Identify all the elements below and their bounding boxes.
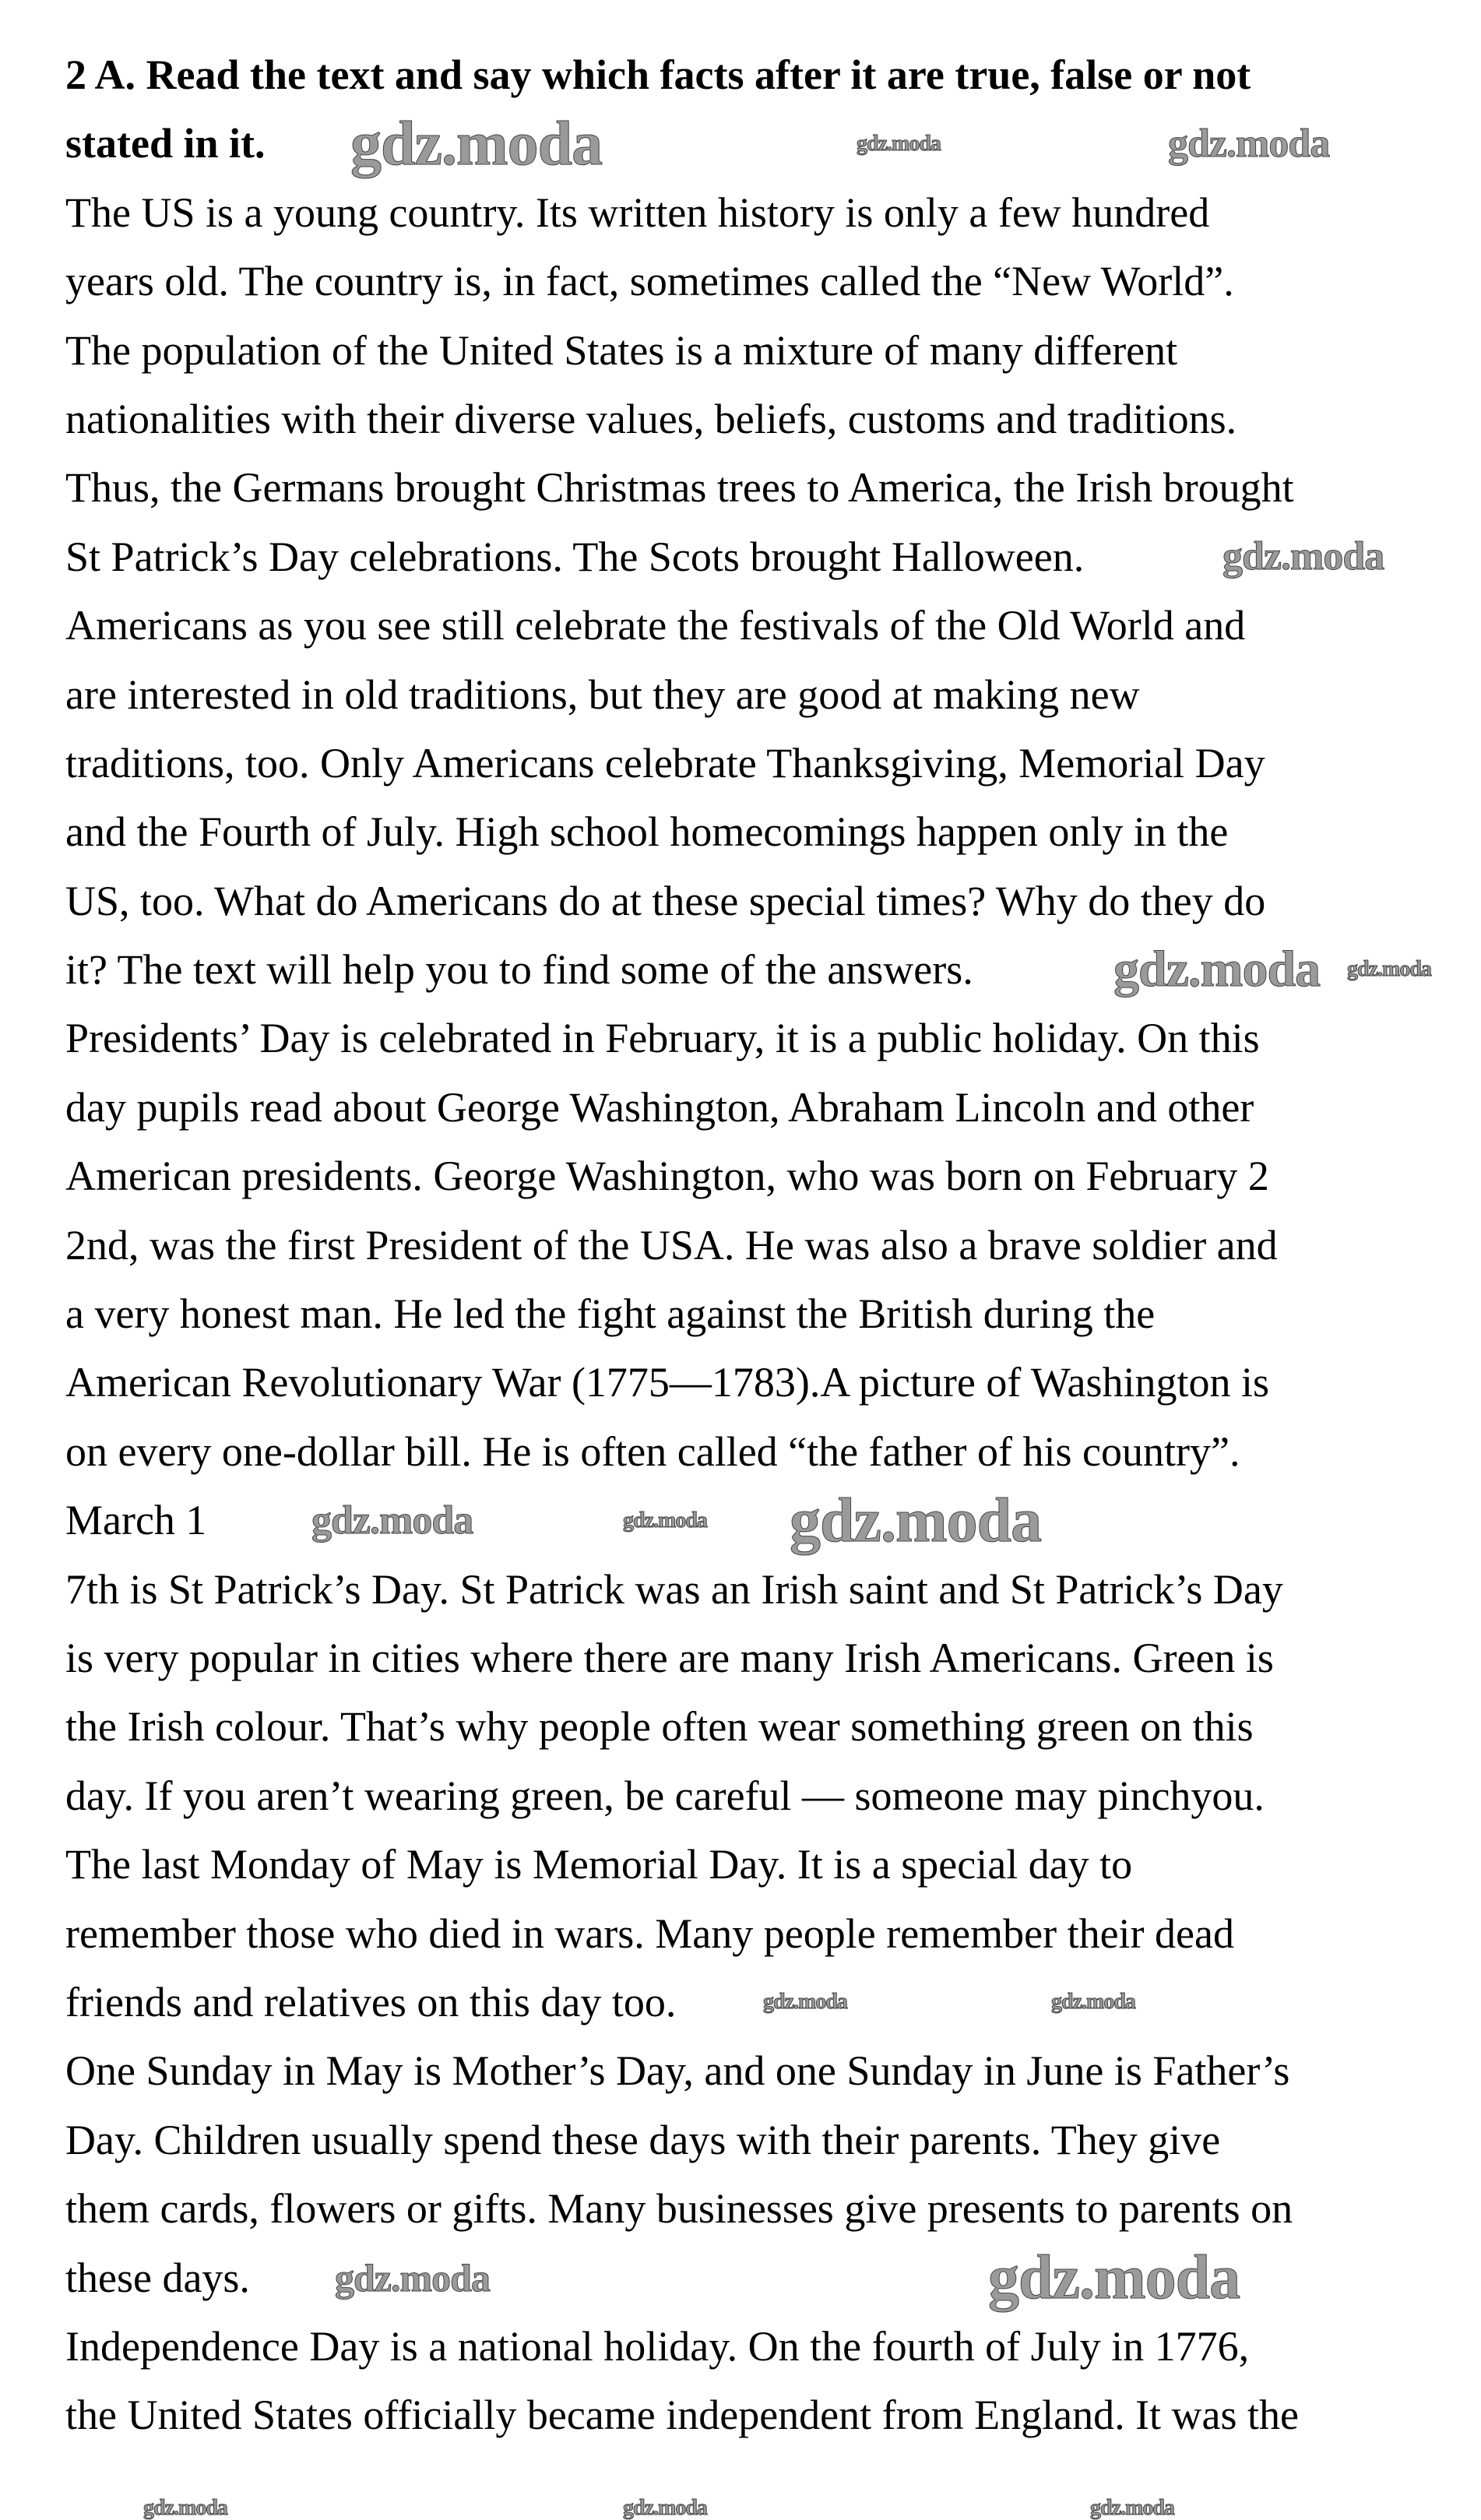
body-text-line: American presidents. George Washington, who was born on February 2	[65, 1153, 1269, 1200]
watermark-logo: gdz.moda	[1222, 534, 1384, 579]
body-text-line: The population of the United States is a mixture of many different	[65, 326, 1178, 374]
task-title-line: 2 A. Read the text and say which facts after it are true, false or not	[65, 51, 1251, 98]
body-text-line: a very honest man. He led the fight against the British during the	[65, 1290, 1156, 1338]
body-text-line: St Patrick’s Day celebrations. The Scots brought Halloween.	[65, 533, 1085, 580]
body-text-line: Presidents’ Day is celebrated in February, it is a public holiday. On this	[65, 1015, 1260, 1062]
body-text-line: these days.	[65, 2254, 250, 2301]
body-text-line: March 1	[65, 1497, 207, 1544]
body-text-line: day pupils read about George Washington, Abraham Lincoln and other	[65, 1083, 1254, 1131]
body-text-line: Thus, the Germans brought Christmas trees to America, the Irish brought	[65, 464, 1294, 512]
body-text-line: One Sunday in May is Mother’s Day, and one Sunday in June is Father’s	[65, 2047, 1290, 2095]
body-text-line: Day. Children usually spend these days with their parents. They give	[65, 2116, 1221, 2163]
watermark-logo: gdz.moda	[790, 1486, 1042, 1555]
body-text-line: remember those who died in wars. Many people remember their dead	[65, 1909, 1234, 1957]
watermark-logo: gdz.moda	[1113, 941, 1321, 998]
watermark-logo: gdz.moda	[1051, 1990, 1135, 2015]
body-text-line: day. If you aren’t wearing green, be careful — someone may pinchyou.	[65, 1772, 1265, 1819]
document-text	[65, 40, 1299, 2450]
watermark-logo: gdz.moda	[1347, 957, 1431, 982]
body-text-line: them cards, flowers or gifts. Many businesses give presents to parents on	[65, 2185, 1293, 2233]
watermark-logo: gdz.moda	[988, 2244, 1240, 2312]
body-text-line: on every one-dollar bill. He is often called “the father of his country”.	[65, 1427, 1240, 1475]
watermark-logo: gdz.moda	[311, 1498, 473, 1543]
body-text-line: American Revolutionary War (1775—1783).A picture of Washington is	[65, 1359, 1270, 1406]
watermark-logo: gdz.moda	[143, 2496, 227, 2520]
body-text-line: 2nd, was the first President of the USA. He was also a brave soldier and	[65, 1221, 1278, 1269]
watermark-logo: gdz.moda	[623, 2496, 707, 2520]
watermark-logo: gdz.moda	[623, 1508, 707, 1533]
body-text-line: Americans as you see still celebrate the festivals of the Old World and	[65, 602, 1246, 649]
watermark-logo: gdz.moda	[1168, 121, 1330, 166]
body-text-line: friends and relatives on this day too.	[65, 1978, 677, 2026]
body-text-line: The US is a young country. Its written history is only a few hundred	[65, 188, 1210, 236]
body-text-line: 7th is St Patrick’s Day. St Patrick was an Irish saint and St Patrick’s Day	[65, 1565, 1283, 1613]
task-title-line: stated in it.	[65, 120, 266, 167]
body-text-line: US, too. What do Americans do at these special times? Why do they do	[65, 877, 1266, 924]
watermark-logo: gdz.moda	[763, 1990, 847, 2015]
watermark-logo: gdz.moda	[857, 131, 941, 156]
body-text-line: Independence Day is a national holiday. On the fourth of July in 1776,	[65, 2322, 1250, 2370]
body-text-line: is very popular in cities where there are many Irish Americans. Green is	[65, 1634, 1274, 1681]
body-text-line: nationalities with their diverse values, beliefs, customs and traditions.	[65, 395, 1237, 442]
body-text-line: and the Fourth of July. High school homecomings happen only in the	[65, 808, 1229, 856]
body-text-line: the United States officially became independent from England. It was the	[65, 2392, 1300, 2439]
watermark-logo: gdz.moda	[1090, 2496, 1174, 2520]
body-text-line: The last Monday of May is Memorial Day. It is a special day to	[65, 1841, 1133, 1888]
body-text-line: the Irish colour. That’s why people often wear something green on this	[65, 1703, 1254, 1751]
body-text-line: are interested in old traditions, but they are good at making new	[65, 670, 1140, 718]
watermark-logo: gdz.moda	[335, 2256, 490, 2300]
watermark-logo: gdz.moda	[350, 109, 603, 178]
body-text-line: traditions, too. Only Americans celebrate Thanksgiving, Memorial Day	[65, 739, 1265, 787]
body-text-line: it? The text will help you to find some of the answers.	[65, 946, 973, 994]
body-text-line: years old. The country is, in fact, sometimes called the “New World”.	[65, 258, 1234, 305]
